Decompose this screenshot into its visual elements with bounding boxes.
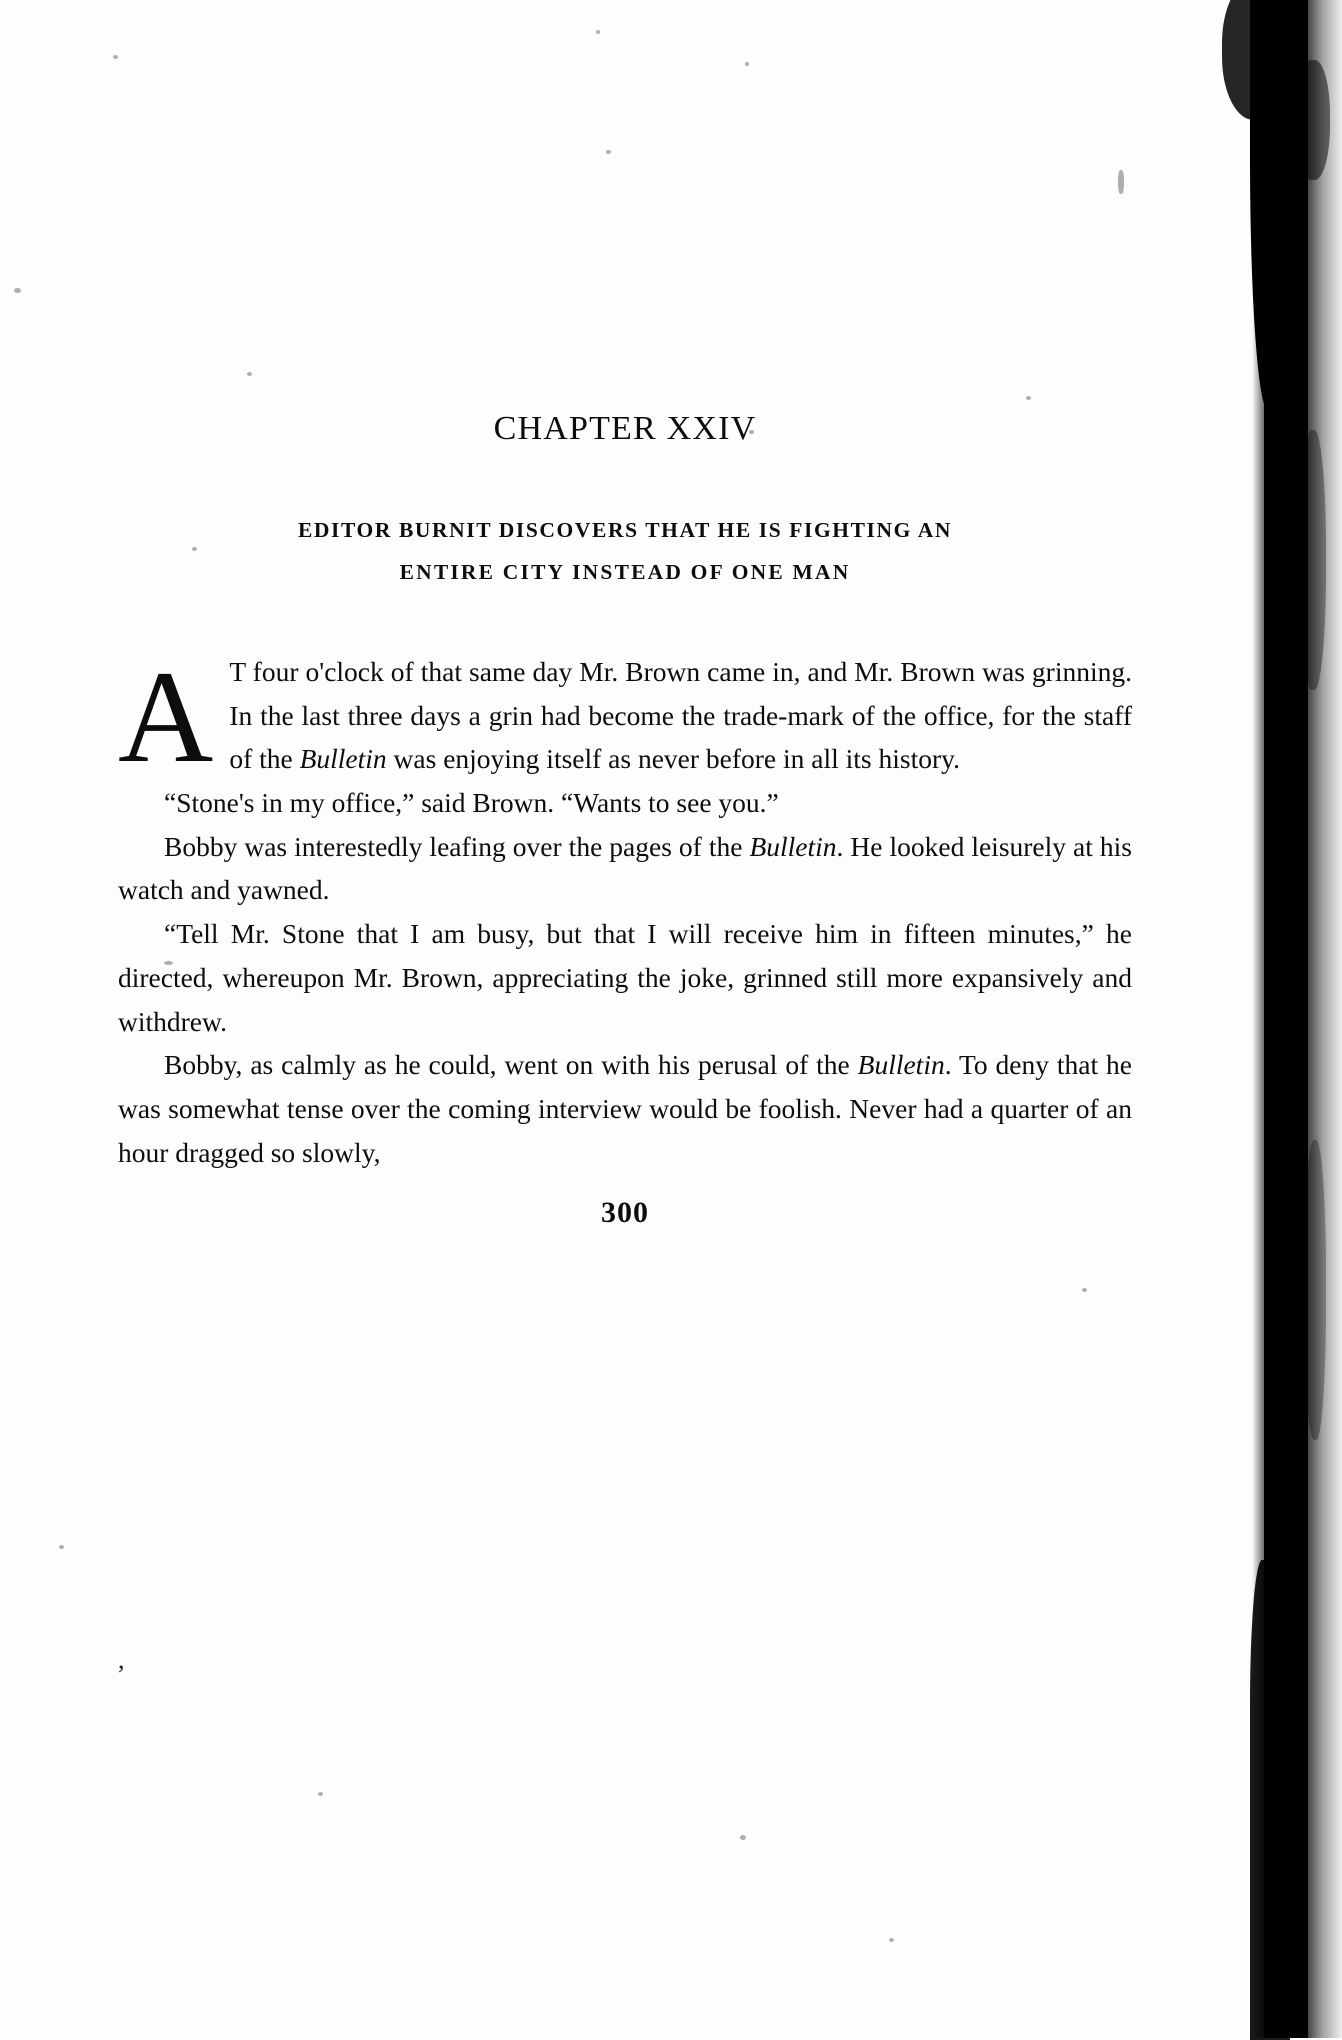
paragraph-5-segment-b: . To deny that he was somewhat tense over the coming interview would be foolish. Never had a quarter of an hour dragged so slowly,	[118, 1049, 1132, 1168]
paragraph-3	[118, 825, 1132, 912]
paragraph-3-segment-b: . He looked leisurely at his watch and yawned.	[118, 830, 1132, 906]
paragraph-5	[118, 1043, 1132, 1174]
book-title-bulletin: Bulletin	[299, 743, 387, 775]
paragraph-1-segment-a: T four o'clock of that same day Mr. Brown came in, and Mr. Brown was grinning. In the last three days a grin had become the trade-mark of the office, for the staff of the	[229, 655, 1132, 775]
page-number: 300	[601, 1196, 649, 1230]
paragraph-1-segment-b: was enjoying itself as never before in all its history.	[386, 743, 960, 775]
text-column	[118, 0, 1132, 1230]
stray-ink-mark: ,	[118, 1645, 125, 1674]
drop-cap: A	[118, 642, 214, 790]
scan-speck	[14, 288, 21, 293]
paragraph-3-segment-a: Bobby was interestedly leafing over the pages of the	[164, 830, 750, 862]
chapter-subtitle-line-2: ENTIRE CITY INSTEAD OF ONE MAN	[399, 559, 851, 584]
paragraph-2: “Stone's in my office,” said Brown. “Wants to see you.”	[164, 787, 779, 818]
paragraph-5-segment-a: Bobby, as calmly as he could, went on with his perusal of the	[164, 1049, 858, 1081]
chapter-subtitle-line-1: EDITOR BURNIT DISCOVERS THAT HE IS FIGHTING AN	[297, 518, 953, 542]
chapter-subtitle	[118, 510, 1132, 594]
body-text	[118, 642, 1132, 1175]
book-title-bulletin: Bulletin	[857, 1049, 945, 1081]
scan-speck	[1082, 1288, 1087, 1292]
scan-speck	[59, 1545, 64, 1549]
chapter-title: CHAPTER XXIV	[493, 410, 757, 447]
scan-speck	[740, 1835, 746, 1840]
scan-speck	[889, 1938, 894, 1942]
scan-speck	[318, 1792, 323, 1796]
book-title-bulletin: Bulletin	[749, 830, 837, 862]
paragraph-4: “Tell Mr. Stone that I am busy, but that I will receive him in fifteen minutes,” he directed, whereupon Mr. Brown, appreciating the joke, grinned still more expansively and withdrew.	[118, 918, 1132, 1037]
paragraph-1	[118, 642, 1132, 790]
